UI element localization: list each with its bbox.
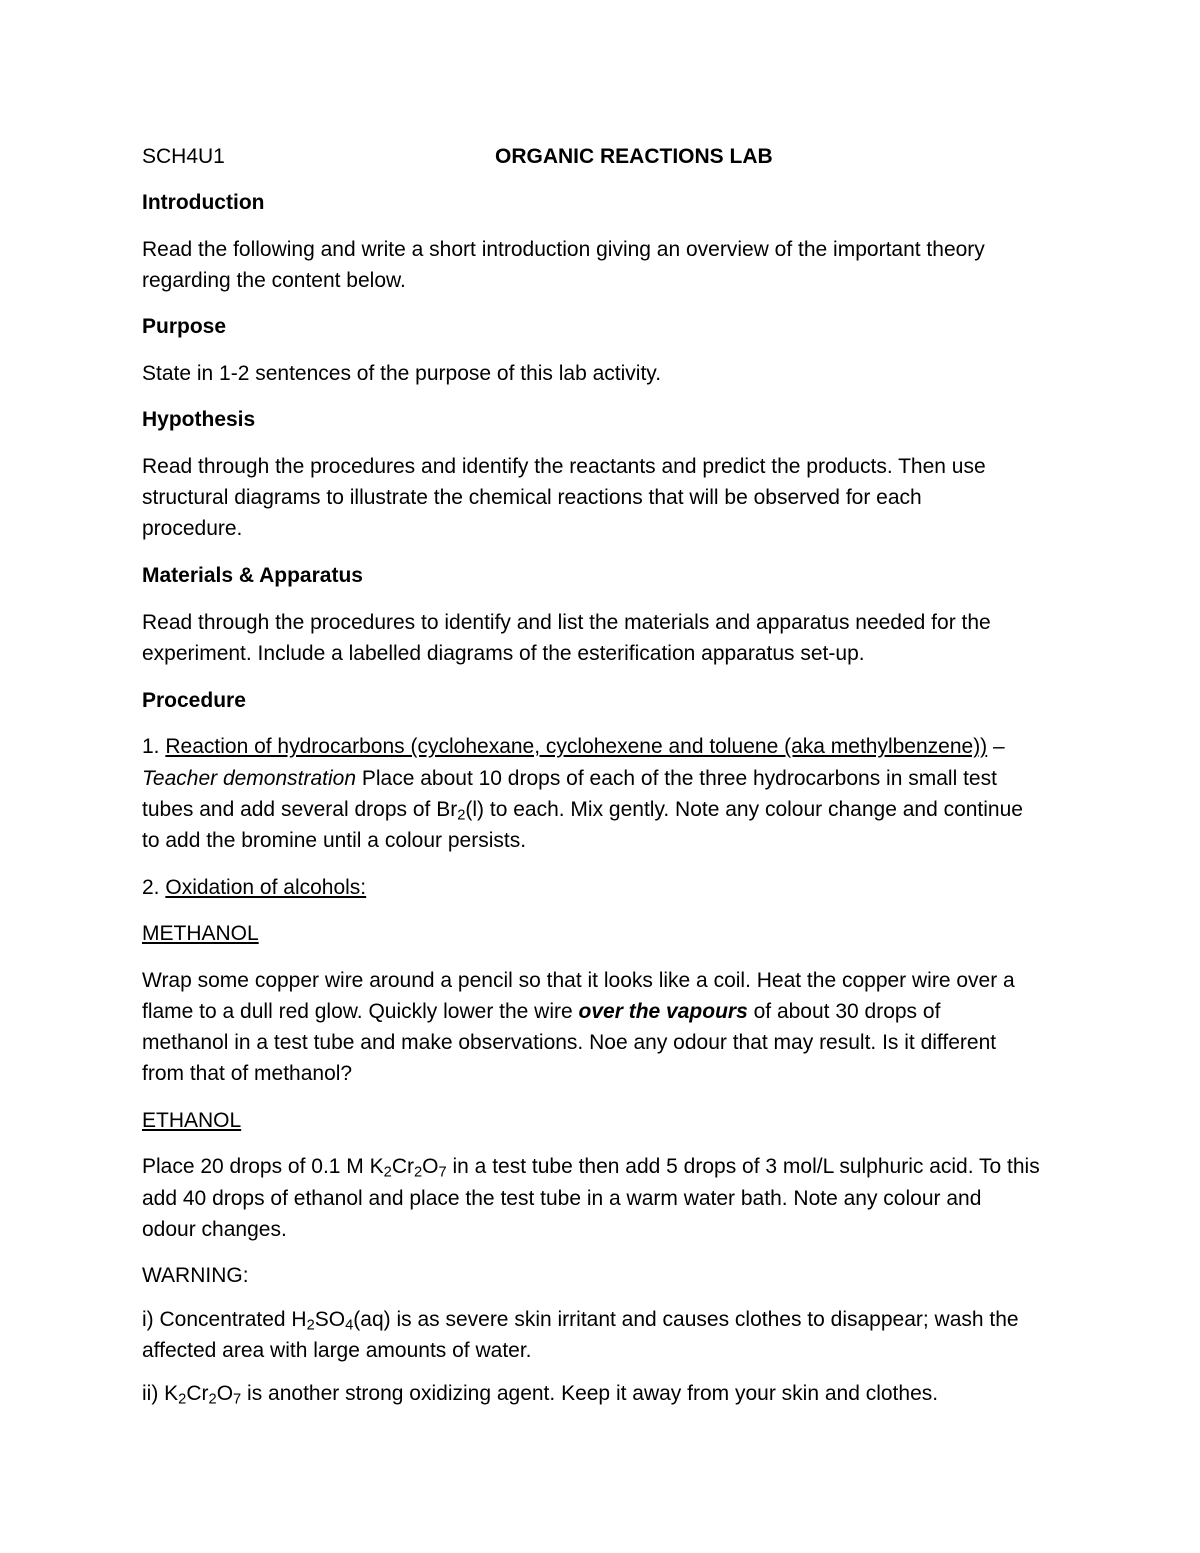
o7-subscript-ii: 7	[233, 1391, 242, 1408]
warning-ii-text-b: Cr	[186, 1382, 209, 1405]
methanol-heading: METHANOL	[142, 922, 259, 945]
step1-line-3-text-b: (l) to each. Mix gently. Note any colour change and continue	[465, 798, 1023, 821]
step1-title: Reaction of hydrocarbons (cyclohexane, cyclohexene and toluene (aka methylbenzene))	[165, 735, 988, 758]
procedure-heading: Procedure	[142, 689, 246, 712]
introduction-line-1: Read the following and write a short introduction giving an overview of the important theory	[142, 238, 985, 261]
warning-i-line-1	[142, 1308, 1019, 1332]
over-the-vapours-emphasis: over the vapours	[578, 1000, 748, 1023]
hypothesis-line-1: Read through the procedures and identify the reactants and predict the products. Then use	[142, 455, 986, 478]
ethanol-line-1-text-a: Place 20 drops of 0.1 M K	[142, 1155, 384, 1178]
step1-line-3	[142, 798, 1023, 822]
step1-line-4: to add the bromine until a colour persists.	[142, 829, 527, 852]
hypothesis-line-2: structural diagrams to illustrate the chemical reactions that will be observed for each	[142, 486, 922, 509]
k2-subscript-ii: 2	[178, 1391, 187, 1408]
methanol-line-4: from that of methanol?	[142, 1062, 353, 1085]
materials-line-2: experiment. Include a labelled diagrams of the esterification apparatus set-up.	[142, 642, 865, 665]
o7-subscript: 7	[438, 1164, 447, 1181]
cr2-subscript-ii: 2	[208, 1391, 217, 1408]
introduction-heading: Introduction	[142, 191, 265, 214]
purpose-heading: Purpose	[142, 315, 227, 338]
cr2-subscript: 2	[413, 1164, 423, 1181]
ethanol-line-1-text-d: in a test tube then add 5 drops of 3 mol/L sulphuric acid. To this	[446, 1155, 1040, 1178]
so4-subscript: 4	[345, 1317, 354, 1334]
step2-number: 2.	[142, 876, 166, 899]
warning-i-text-b: SO	[314, 1308, 346, 1331]
br2-subscript: 2	[457, 807, 466, 824]
step1-dash: –	[987, 735, 1005, 758]
warning-ii-text-c: O	[216, 1382, 234, 1405]
ethanol-line-3: odour changes.	[142, 1218, 287, 1241]
step2-title: Oxidation of alcohols:	[165, 876, 367, 899]
hypothesis-heading: Hypothesis	[142, 408, 256, 431]
ethanol-line-1	[142, 1155, 1040, 1179]
step1-line-3-text-a: tubes and add several drops of Br	[142, 798, 458, 821]
step1-number: 1.	[142, 735, 166, 758]
purpose-line-1: State in 1-2 sentences of the purpose of this lab activity.	[142, 362, 662, 385]
introduction-line-2: regarding the content below.	[142, 269, 406, 292]
warning-i-line-2: affected area with large amounts of water.	[142, 1339, 532, 1362]
hypothesis-line-3: procedure.	[142, 517, 243, 540]
ethanol-line-1-text-b: Cr	[391, 1155, 414, 1178]
step1-line-2-text: Place about 10 drops of each of the three hydrocarbons in small test	[356, 767, 997, 790]
teacher-demonstration-label: Teacher demonstration	[142, 767, 357, 790]
step1-line-1	[142, 735, 1005, 759]
methanol-line-3: methanol in a test tube and make observations. Noe any odour that may result. Is it different	[142, 1031, 997, 1054]
warning-ii-text-d: is another strong oxidizing agent. Keep it away from your skin and clothes.	[241, 1382, 939, 1405]
warning-heading: WARNING:	[142, 1264, 249, 1287]
document-title: ORGANIC REACTIONS LAB	[495, 145, 773, 168]
ethanol-heading: ETHANOL	[142, 1109, 242, 1132]
materials-heading: Materials & Apparatus	[142, 564, 363, 587]
course-code: SCH4U1	[142, 145, 225, 168]
methanol-line-2	[142, 1000, 940, 1024]
materials-line-1: Read through the procedures to identify and list the materials and apparatus needed for the	[142, 611, 991, 634]
ethanol-line-2: add 40 drops of ethanol and place the test tube in a warm water bath. Note any colour and	[142, 1187, 982, 1210]
step2-line	[142, 876, 366, 900]
methanol-line-2-text-a: flame to a dull red glow. Quickly lower the wire	[142, 1000, 579, 1023]
warning-i-text-c: (aq) is as severe skin irritant and causes clothes to disappear; wash the	[353, 1308, 1019, 1331]
warning-ii-line	[142, 1382, 938, 1406]
methanol-line-1: Wrap some copper wire around a pencil so that it looks like a coil. Heat the copper wire over a	[142, 969, 1015, 992]
ethanol-line-1-text-c: O	[422, 1155, 439, 1178]
methanol-line-2-text-b: of about 30 drops of	[747, 1000, 941, 1023]
warning-i-text-a: i) Concentrated H	[142, 1308, 307, 1331]
step1-line-2	[142, 767, 997, 791]
k2-subscript: 2	[383, 1164, 392, 1181]
h2-subscript: 2	[306, 1317, 315, 1334]
warning-ii-text-a: ii) K	[142, 1382, 179, 1405]
